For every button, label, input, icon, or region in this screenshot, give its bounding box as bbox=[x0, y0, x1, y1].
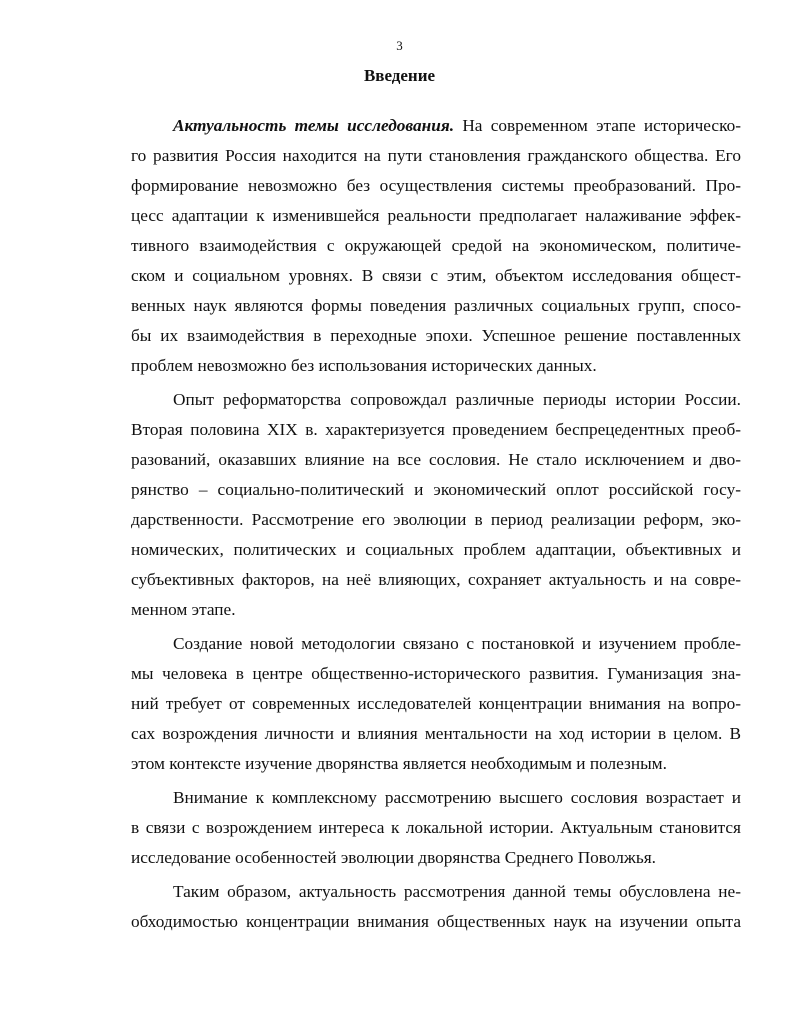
text-line: исследование особенностей эволюции дворянства Среднего Поволжья. bbox=[131, 848, 656, 867]
text-line: Опыт реформаторства сопровождал различные периоды истории России. bbox=[173, 390, 741, 409]
text-line: рянство – социально-политический и экономический оплот российской госу- bbox=[131, 480, 741, 499]
paragraph-reform-experience bbox=[131, 385, 741, 625]
body-text bbox=[131, 111, 741, 937]
text-line: в связи с возрождением интереса к локальной истории. Актуальным становится bbox=[131, 818, 741, 837]
paragraph-relevance bbox=[131, 111, 741, 381]
text-line bbox=[131, 111, 741, 141]
paragraph-methodology bbox=[131, 629, 741, 779]
text-line: формирование невозможно без осуществления системы преобразований. Про- bbox=[131, 176, 741, 195]
text-line: тивного взаимодействия с окружающей средой на экономическом, политиче- bbox=[131, 236, 741, 255]
text-line: Внимание к комплексному рассмотрению высшего сословия возрастает и bbox=[173, 788, 741, 807]
text-line: проблем невозможно без использования исторических данных. bbox=[131, 356, 597, 375]
text-line: го развития Россия находится на пути становления гражданского общества. Его bbox=[131, 146, 741, 165]
text-line: номических, политических и социальных проблем адаптации, объективных и bbox=[131, 540, 741, 559]
text-line: венных наук являются формы поведения различных социальных групп, спосо- bbox=[131, 296, 741, 315]
text-line: ском и социальном уровнях. В связи с этим, объектом исследования общест- bbox=[131, 266, 741, 285]
text-line: Таким образом, актуальность рассмотрения данной темы обусловлена не- bbox=[173, 882, 741, 901]
text-line: дарственности. Рассмотрение его эволюции в период реализации реформ, эко- bbox=[131, 510, 741, 529]
text-run: На современном этапе историческо- bbox=[454, 116, 741, 135]
lead-phrase: Актуальность темы исследования. bbox=[173, 116, 455, 135]
text-line: цесс адаптации к изменившейся реальности предполагает налаживание эффек- bbox=[131, 206, 741, 225]
paragraph-conclusion bbox=[131, 877, 741, 937]
text-line: субъективных факторов, на неё влияющих, сохраняет актуальность и на совре- bbox=[131, 570, 741, 589]
text-line: ний требует от современных исследователей концентрации внимания на вопро- bbox=[131, 694, 741, 713]
text-line: обходимостью концентрации внимания общественных наук на изучении опыта bbox=[131, 912, 741, 931]
text-line: сах возрождения личности и влияния ментальности на ход истории в целом. В bbox=[131, 724, 741, 743]
text-line: разований, оказавших влияние на все сословия. Не стало исключением и дво- bbox=[131, 450, 741, 469]
section-heading: Введение bbox=[363, 66, 436, 85]
page-number: 3 bbox=[396, 38, 403, 53]
text-line: мы человека в центре общественно-исторического развития. Гуманизация зна- bbox=[131, 664, 741, 683]
text-line: Создание новой методологии связано с постановкой и изучением пробле- bbox=[173, 634, 741, 653]
text-line: бы их взаимодействия в переходные эпохи. Успешное решение поставленных bbox=[131, 326, 741, 345]
text-line: этом контексте изучение дворянства является необходимым и полезным. bbox=[131, 754, 667, 773]
paragraph-local-history bbox=[131, 783, 741, 873]
text-line: менном этапе. bbox=[131, 600, 236, 619]
text-line: Вторая половина XIX в. характеризуется проведением беспрецедентных преоб- bbox=[131, 420, 741, 439]
